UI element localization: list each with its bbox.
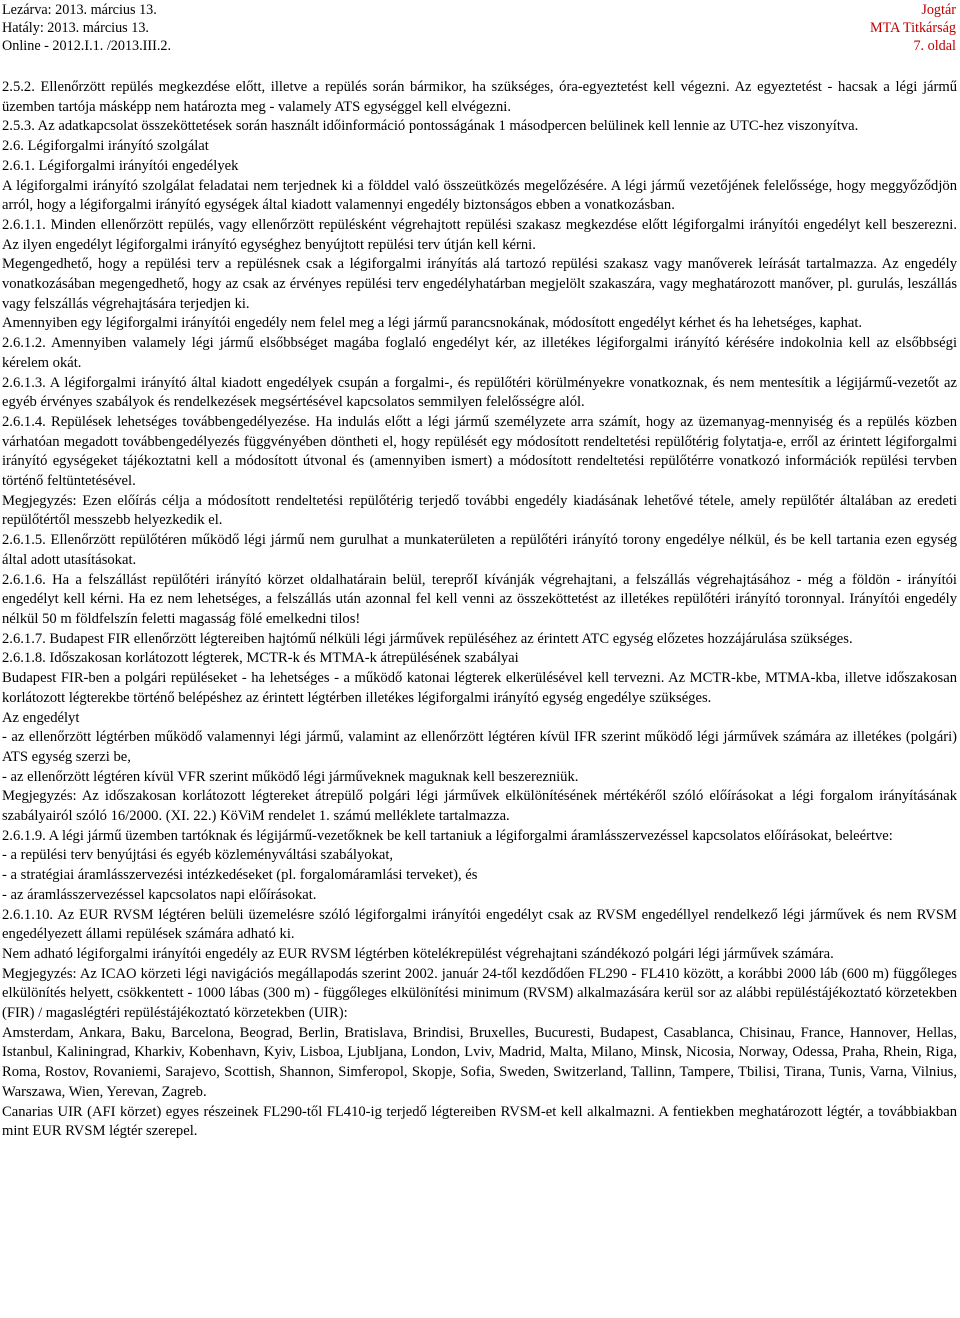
paragraph: Amennyiben egy légiforgalmi irányítói engedély nem felel meg a légi jármű parancsnokának, módosított engedélyt kérhet és ha lehetséges, kaphat. xyxy=(2,315,863,332)
paragraph: 2.6.1.5. Ellenőrzött repülőtéren működő légi jármű nem gurulhat a munkaterületen a repülőtéri irányító torony engedélye nélkül, és be kell tartania ezen egység által adott utasításokat. xyxy=(2,532,957,568)
paragraph: 2.6.1.3. A légiforgalmi irányító által kiadott engedélyek csupán a forgalmi-, és repülőtéri körülményekre vonatkoznak, és nem mentesítik a légijármű-vezetőt az egyéb érvényes szabályok és rendelkezések megsértésével kapcsolatos semmilyen felelősségre alól. xyxy=(2,374,957,411)
paragraph: 2.5.3. Az adatkapcsolat összeköttetések során használt időinformáció pontosságának 1 másodpercen belülinek kell lennie az UTC-hez viszonyítva. xyxy=(2,118,859,135)
paragraph: Megjegyzés: Az ICAO körzeti légi navigációs megállapodás szerint 2002. január 24-től kezdődően FL290 - FL410 között, a korábbi 2000 láb (600 m) függőleges elkülönítés helyett, csökkentett - 1000 lábas (300 m) - függőleges elkülönítési minimum (RVSM) alkalmazására kerül sor az alábbi repüléstájékoztató körzetekben (FIR) / magaslégtéri repüléstájékoztató körzetekben (UIR): xyxy=(2,965,957,1022)
paragraph: 2.6.1.6. Ha a felszállást repülőtéri irányító körzet oldalhatárain belül, tereprőI kívánják végrehajtani, a felszállás végrehajtásához - még a földön - irányítói engedélyt kell kérni. Ha ez nem lehetséges, a felszállás után azonnal fel kell venni az összeköttetést az illetékes repülőtéri irányító toronnyal. Irányítói engedély nélkül 50 m földfelszín feletti magasság fölé emelkedni tilos! xyxy=(2,571,957,627)
paragraph: 2.6.1.8. Időszakosan korlátozott légterek, MCTR-k és MTMA-k átrepülésének szabályai xyxy=(2,650,519,667)
paragraph: - az áramlásszervezéssel kapcsolatos napi előírásokat. xyxy=(2,886,317,903)
paragraph: 2.6.1.10. Az EUR RVSM légtéren belüli üzemelésre szóló légiforgalmi irányítói engedélyt csak az RVSM engedéllyel rendelkező légi járművek és nem RVSM engedélyezett állami repülések számára adható ki. xyxy=(2,906,957,943)
paragraph: 2.6. Légiforgalmi irányító szolgálat xyxy=(2,138,209,155)
paragraph: Megjegyzés: Ezen előírás célja a módosított rendeltetési repülőtérig terjedő további engedély kiadásának lehetővé tétele, amely repülőtér általában az eredeti repülőtértől messzebb helyezkedik el. xyxy=(2,492,957,529)
paragraph: 2.6.1.2. Amennyiben valamely légi jármű elsőbbséget magába foglaló engedélyt kér, az illetékes légiforgalmi irányító kérésére indokolnia kell az elsőbbségi kérelem okát. xyxy=(2,335,957,371)
page-number: 7. oldal xyxy=(913,38,956,54)
paragraph: 2.6.1. Légiforgalmi irányítói engedélyek xyxy=(2,157,239,174)
paragraph: Nem adható légiforgalmi irányítói engedély az EUR RVSM légtérben kötelékrepülést végrehajtani szándékozó polgári légi járművek számára. xyxy=(2,945,834,962)
licensee-name: MTA Titkárság xyxy=(870,20,956,36)
document-body xyxy=(2,78,957,1142)
paragraph: Megengedhető, hogy a repülési terv a repülésnek csak a légiforgalmi irányítás alá tartozó repülési szakasz vagy manőverek leírását tartalmazza. Az engedély vonatkozásában megengedhető, hogy az csak az érvényes repülési terv engedélyhatárban megjelölt szakaszára, vagy meghatározott manőver, pl. gurulás, leszállás vagy felszállás végrehajtására terjedjen ki. xyxy=(2,256,957,312)
paragraph: 2.6.1.4. Repülések lehetséges továbbengedélyezése. Ha indulás előtt a légi jármű személyzete arra számít, hogy az üzemanyag-mennyiség és a repülés közben várhatóan megadott továbbengedélyezés függvényében döntheti el, hogy repülését egy módosított rendeltetési repülőtérig folytatja-e, erről az érintett légiforgalmi irányító egységeket tájékoztatni kell a módosított útvonal és (amennyiben ismert) a módosított rendeltetési repülőtérre vonatkozó információk repülési tervben történő feltüntetésével. xyxy=(2,413,957,490)
online-version: Online - 2012.I.1. /2013.III.2. xyxy=(2,38,172,54)
paragraph: 2.6.1.9. A légi jármű üzemben tartóknak és légijármű-vezetőknek be kell tartaniuk a légiforgalmi áramlásszervezéssel kapcsolatos előírásokat, beleértve: xyxy=(2,827,893,844)
header-left-block xyxy=(2,1,171,55)
paragraph: 2.6.1.1. Minden ellenőrzött repülés, vagy ellenőrzött repülésként végrehajtott repülési szakasz megkezdése előtt légiforgalmi irányítói engedélyt kell beszerezni. Az ilyen engedélyt légiforgalmi irányító egységhez benyújtott repülési terv útján kell kérni. xyxy=(2,216,957,253)
publisher-name: Jogtár xyxy=(921,2,956,18)
closing-date: Lezárva: 2013. március 13. xyxy=(2,2,157,18)
paragraph: Amsterdam, Ankara, Baku, Barcelona, Beograd, Berlin, Bratislava, Brindisi, Bruxelles, Bucuresti, Budapest, Casablanca, Chisinau, France, Hannover, Hellas, Istanbul, Kaliningrad, Kharkiv, Kobenhavn, Kyiv, Lisboa, Ljubljana, London, Lviv, Madrid, Malta, Milano, Minsk, Nicosia, Norway, Odessa, Praha, Rhein, Riga, Roma, Rostov, Rovaniemi, Sarajevo, Scottish, Shannon, Simferopol, Skopje, Sofia, Sweden, Switzerland, Tallinn, Tampere, Tbilisi, Tirana, Tunis, Varna, Vilnius, Warszawa, Wien, Yerevan, Zagreb. xyxy=(2,1024,957,1100)
paragraph: - az ellenőrzött légtérben működő valamennyi légi jármű, valamint az ellenőrzött légtéren kívül IFR szerint működő légi járművek számára az illetékes (polgári) ATS egység szerzi be, xyxy=(2,729,957,765)
paragraph: 2.5.2. Ellenőrzött repülés megkezdése előtt, illetve a repülés során bármikor, ha szükséges, óra-egyeztetést kell végezni. Az egyeztetést - hacsak a légi jármű üzemben tartója másképp nem határozta meg - valamely ATS egységgel kell elvégezni. xyxy=(2,79,957,115)
paragraph: Az engedélyt xyxy=(2,709,80,726)
paragraph: - az ellenőrzött légtéren kívül VFR szerint működő légi járműveknek maguknak kell beszerezniük. xyxy=(2,768,579,785)
header-right-block xyxy=(870,1,956,55)
paragraph: Megjegyzés: Az időszakosan korlátozott légtereket átrepülő polgári légi járművek elkülönítésének mértékéről szóló előírásokat a légi forgalom irányításának szabályairól szóló 16/2000. (XI. 22.) KöViM rendelet 1. számú melléklete tartalmazza. xyxy=(2,788,957,825)
paragraph: A légiforgalmi irányító szolgálat feladatai nem terjednek ki a földdel való összeütközés megelőzésére. A légi jármű vezetőjének felelőssége, hogy meggyőződjön arról, hogy a légiforgalmi irányító egységek által kiadott valamennyi engedély biztonságos ebben a vonatkozásban. xyxy=(2,177,957,214)
effective-date: Hatály: 2013. március 13. xyxy=(2,20,149,36)
page-header xyxy=(0,0,960,58)
paragraph: Canarias UIR (AFI körzet) egyes részeinek FL290-től FL410-ig terjedő légtereiben RVSM-et kell alkalmazni. A fentiekben meghatározott légtér, a továbbiakban mint EUR RVSM légtér szerepel. xyxy=(2,1103,957,1140)
paragraph: - a stratégiai áramlásszervezési intézkedéseket (pl. forgalomáramlási terveket), és xyxy=(2,867,478,884)
paragraph: - a repülési terv benyújtási és egyéb közleményváltási szabályokat, xyxy=(2,847,394,864)
paragraph: Budapest FIR-ben a polgári repüléseket - ha lehetséges - a működő katonai légterek elkerülésével kell tervezni. Az MCTR-kbe, MTMA-kba, illetve időszakosan korlátozott légterekbe történő belépéshez az érintett légtérben illetékes légiforgalmi irányító egység engedélye szükséges. xyxy=(2,670,957,706)
paragraph: 2.6.1.7. Budapest FIR ellenőrzött légtereiben hajtómű nélküli légi járművek repüléséhez az érintett ATC egység előzetes hozzájárulása szükséges. xyxy=(2,630,853,647)
